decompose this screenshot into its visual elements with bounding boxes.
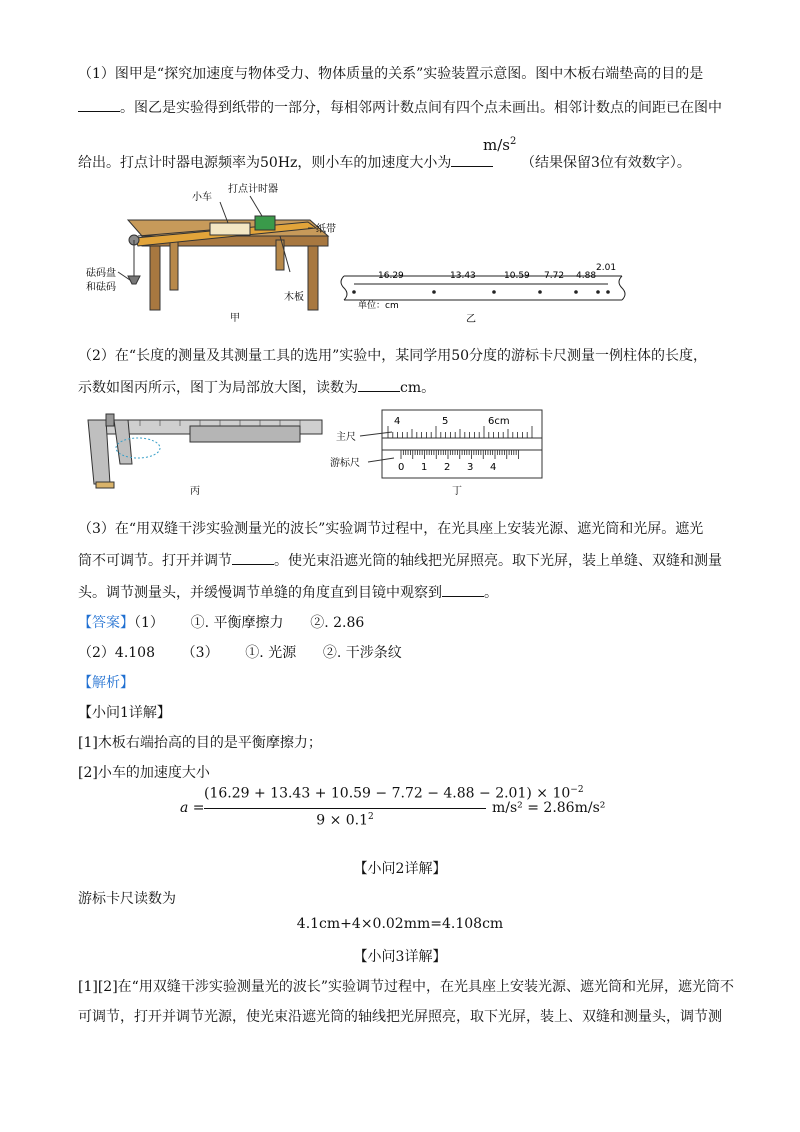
section-2-formula: 4.1cm+4×0.02mm=4.108cm bbox=[296, 916, 504, 932]
answer-blank bbox=[232, 563, 274, 565]
q2-line2-text: 示数如图丙所示，图丁为局部放大图，读数为 bbox=[78, 380, 358, 396]
section-3-line2: 可调节，打开并调节光源，使光束沿遮光筒的轴线把光屏照亮，取下光屏，装上、双缝和测量头，调节测 bbox=[78, 1009, 722, 1025]
vernier-label-2: 2 bbox=[444, 462, 451, 473]
figure-ding-scale bbox=[330, 408, 545, 498]
answer-blank bbox=[442, 595, 484, 597]
unit-text: m/s bbox=[483, 136, 510, 154]
label-weights-1: 砝码盘 bbox=[86, 268, 116, 279]
label-tape: 纸带 bbox=[316, 224, 336, 235]
label-timer: 打点计时器 bbox=[228, 184, 278, 195]
vernier-label-1: 1 bbox=[421, 462, 428, 473]
fraction-bar bbox=[204, 808, 486, 809]
q1-unit bbox=[483, 136, 516, 154]
answer-row1-text: （1） ①. 平衡摩擦力 ②. 2.86 bbox=[134, 615, 365, 631]
section-2-line1: 游标卡尺读数为 bbox=[78, 891, 176, 907]
label-weights-2: 和砝码 bbox=[86, 282, 116, 293]
q3-line1: （3）在“用双缝干涉实验测量光的波长”实验调节过程中，在光具座上安装光源、遮光筒和光屏。遮光 bbox=[78, 521, 704, 537]
denominator-exp: 2 bbox=[368, 812, 374, 822]
q3-line3-end: 。 bbox=[484, 585, 498, 601]
q3-line2 bbox=[78, 550, 722, 570]
main-label-4: 4 bbox=[394, 416, 401, 427]
figure-jia-apparatus bbox=[80, 180, 340, 325]
answer-blank bbox=[358, 390, 400, 392]
main-label-6: 6cm bbox=[488, 416, 510, 427]
segment-3: 10.59 bbox=[504, 271, 530, 281]
vernier-scale-name: 游标尺 bbox=[330, 458, 360, 469]
section-1-title: 【小问1详解】 bbox=[78, 705, 171, 721]
tape-dots bbox=[352, 290, 610, 294]
acceleration-formula bbox=[180, 785, 660, 835]
segment-5: 4.88 bbox=[576, 271, 597, 281]
segment-2: 13.43 bbox=[450, 271, 476, 281]
q3-line2-text-b: 。使光束沿遮光筒的轴线把光屏照亮。取下光屏，装上单缝、双缝和测量 bbox=[274, 553, 722, 569]
tape-unit: 单位：cm bbox=[358, 301, 399, 311]
answer-blank bbox=[78, 110, 120, 112]
label-board: 木板 bbox=[284, 292, 304, 303]
unit-exp: 2 bbox=[509, 136, 517, 147]
caption-jia: 甲 bbox=[230, 313, 240, 324]
q1-line1: （1）图甲是“探究加速度与物体受力、物体质量的关系”实验装置示意图。图中木板右端垫高的目的是 bbox=[78, 66, 704, 82]
answer-tag: 【答案】 bbox=[78, 615, 134, 631]
figure-bing-caliper bbox=[80, 404, 330, 496]
vernier-label-4: 4 bbox=[490, 462, 497, 473]
vernier-label-3: 3 bbox=[467, 462, 474, 473]
q3-line2-text-a: 筒不可调节。打开并调节 bbox=[78, 553, 232, 569]
section-1-line1: [1]木板右端抬高的目的是平衡摩擦力； bbox=[78, 735, 322, 751]
formula-lhs: a = bbox=[180, 800, 205, 816]
q2-line2 bbox=[78, 377, 435, 397]
formula-numerator bbox=[204, 785, 584, 802]
formula-denominator bbox=[204, 812, 486, 829]
segment-6: 2.01 bbox=[596, 263, 617, 273]
caption-bing: 丙 bbox=[190, 486, 200, 496]
q3-line3 bbox=[78, 582, 498, 602]
q2-unit: cm。 bbox=[400, 380, 436, 396]
q1-note: （结果保留3位有效数字）。 bbox=[521, 155, 691, 171]
segment-1: 16.29 bbox=[378, 271, 404, 281]
answer-row-1 bbox=[78, 612, 364, 632]
q1-line3 bbox=[78, 152, 493, 172]
section-3-title: 【小问3详解】 bbox=[353, 949, 447, 965]
vernier-label-0: 0 bbox=[398, 462, 405, 473]
main-label-5: 5 bbox=[442, 416, 449, 427]
answer-row-2: （2）4.108 （3） ①. 光源 ②. 干涉条纹 bbox=[78, 645, 402, 661]
main-scale-name: 主尺 bbox=[336, 432, 356, 443]
q2-line1: （2）在“长度的测量及其测量工具的选用”实验中，某同学用50分度的游标卡尺测量一例柱体的长度， bbox=[78, 348, 708, 364]
formula-rhs: m/s² = 2.86m/s² bbox=[492, 800, 606, 816]
figure-yi-tape bbox=[338, 256, 628, 326]
answer-blank bbox=[451, 165, 493, 167]
numerator-exp: −2 bbox=[570, 785, 584, 795]
section-3-line1: [1][2]在“用双缝干涉实验测量光的波长”实验调节过程中，在光具座上安装光源、遮光筒和光屏，遮光筒不 bbox=[78, 979, 734, 995]
caption-yi: 乙 bbox=[466, 314, 476, 325]
label-car: 小车 bbox=[192, 192, 212, 203]
q1-line2 bbox=[78, 97, 722, 117]
caption-ding: 丁 bbox=[452, 486, 462, 497]
q1-line3-text: 给出。打点计时器电源频率为50Hz，则小车的加速度大小为 bbox=[78, 155, 452, 171]
q3-line3-text: 头。调节测量头，并缓慢调节单缝的角度直到目镜中观察到 bbox=[78, 585, 442, 601]
segment-4: 7.72 bbox=[544, 271, 565, 281]
q1-line2-text: 。图乙是实验得到纸带的一部分，每相邻两计数点间有四个点未画出。相邻计数点的间距已在图中 bbox=[120, 100, 722, 116]
numerator-text: (16.29 + 13.43 + 10.59 − 7.72 − 4.88 − 2.01) × 10 bbox=[204, 785, 571, 802]
section-1-line2: [2]小车的加速度大小 bbox=[78, 765, 210, 781]
section-2-title: 【小问2详解】 bbox=[353, 861, 447, 877]
analysis-tag: 【解析】 bbox=[78, 675, 134, 691]
denominator-text: 9 × 0.1 bbox=[316, 812, 369, 829]
